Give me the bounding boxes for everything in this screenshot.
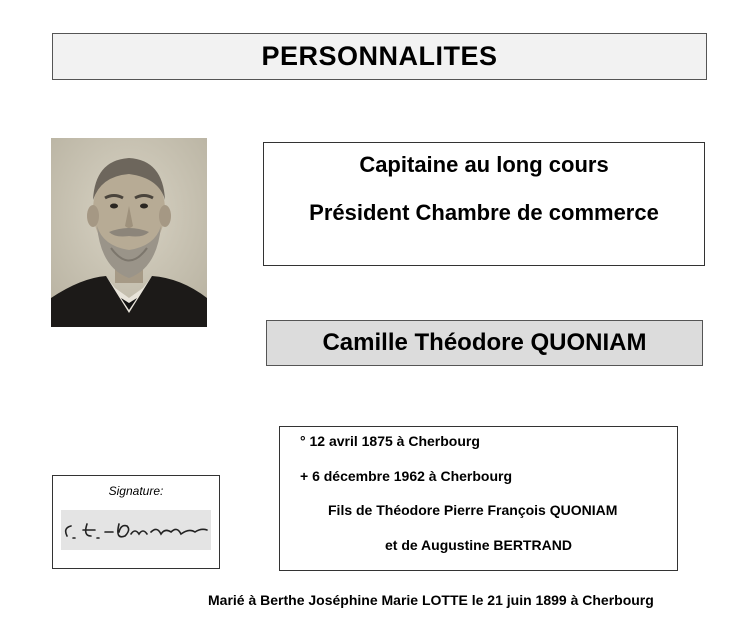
father-info: Fils de Théodore Pierre François QUONIAM	[328, 502, 618, 518]
role-captain: Capitaine au long cours	[359, 152, 609, 177]
portrait-illustration	[51, 138, 207, 327]
biography-box	[279, 426, 678, 571]
person-name: Camille Théodore QUONIAM	[322, 329, 647, 356]
roles-box	[263, 142, 705, 266]
signature-handwriting	[61, 510, 211, 550]
mother-info: et de Augustine BERTRAND	[385, 537, 572, 553]
page-title: PERSONNALITES	[261, 41, 498, 71]
person-name-box	[266, 320, 703, 366]
signature-box	[52, 475, 220, 569]
birth-info: ° 12 avril 1875 à Cherbourg	[300, 433, 480, 449]
role-president: Président Chambre de commerce	[309, 200, 659, 225]
marriage-info: Marié à Berthe Joséphine Marie LOTTE le 21 juin 1899 à Cherbourg	[208, 592, 654, 608]
signature-image	[61, 510, 211, 550]
death-info: + 6 décembre 1962 à Cherbourg	[300, 468, 513, 484]
portrait-photo	[51, 138, 207, 327]
signature-label: Signature:	[108, 484, 164, 498]
title-banner	[52, 33, 707, 80]
